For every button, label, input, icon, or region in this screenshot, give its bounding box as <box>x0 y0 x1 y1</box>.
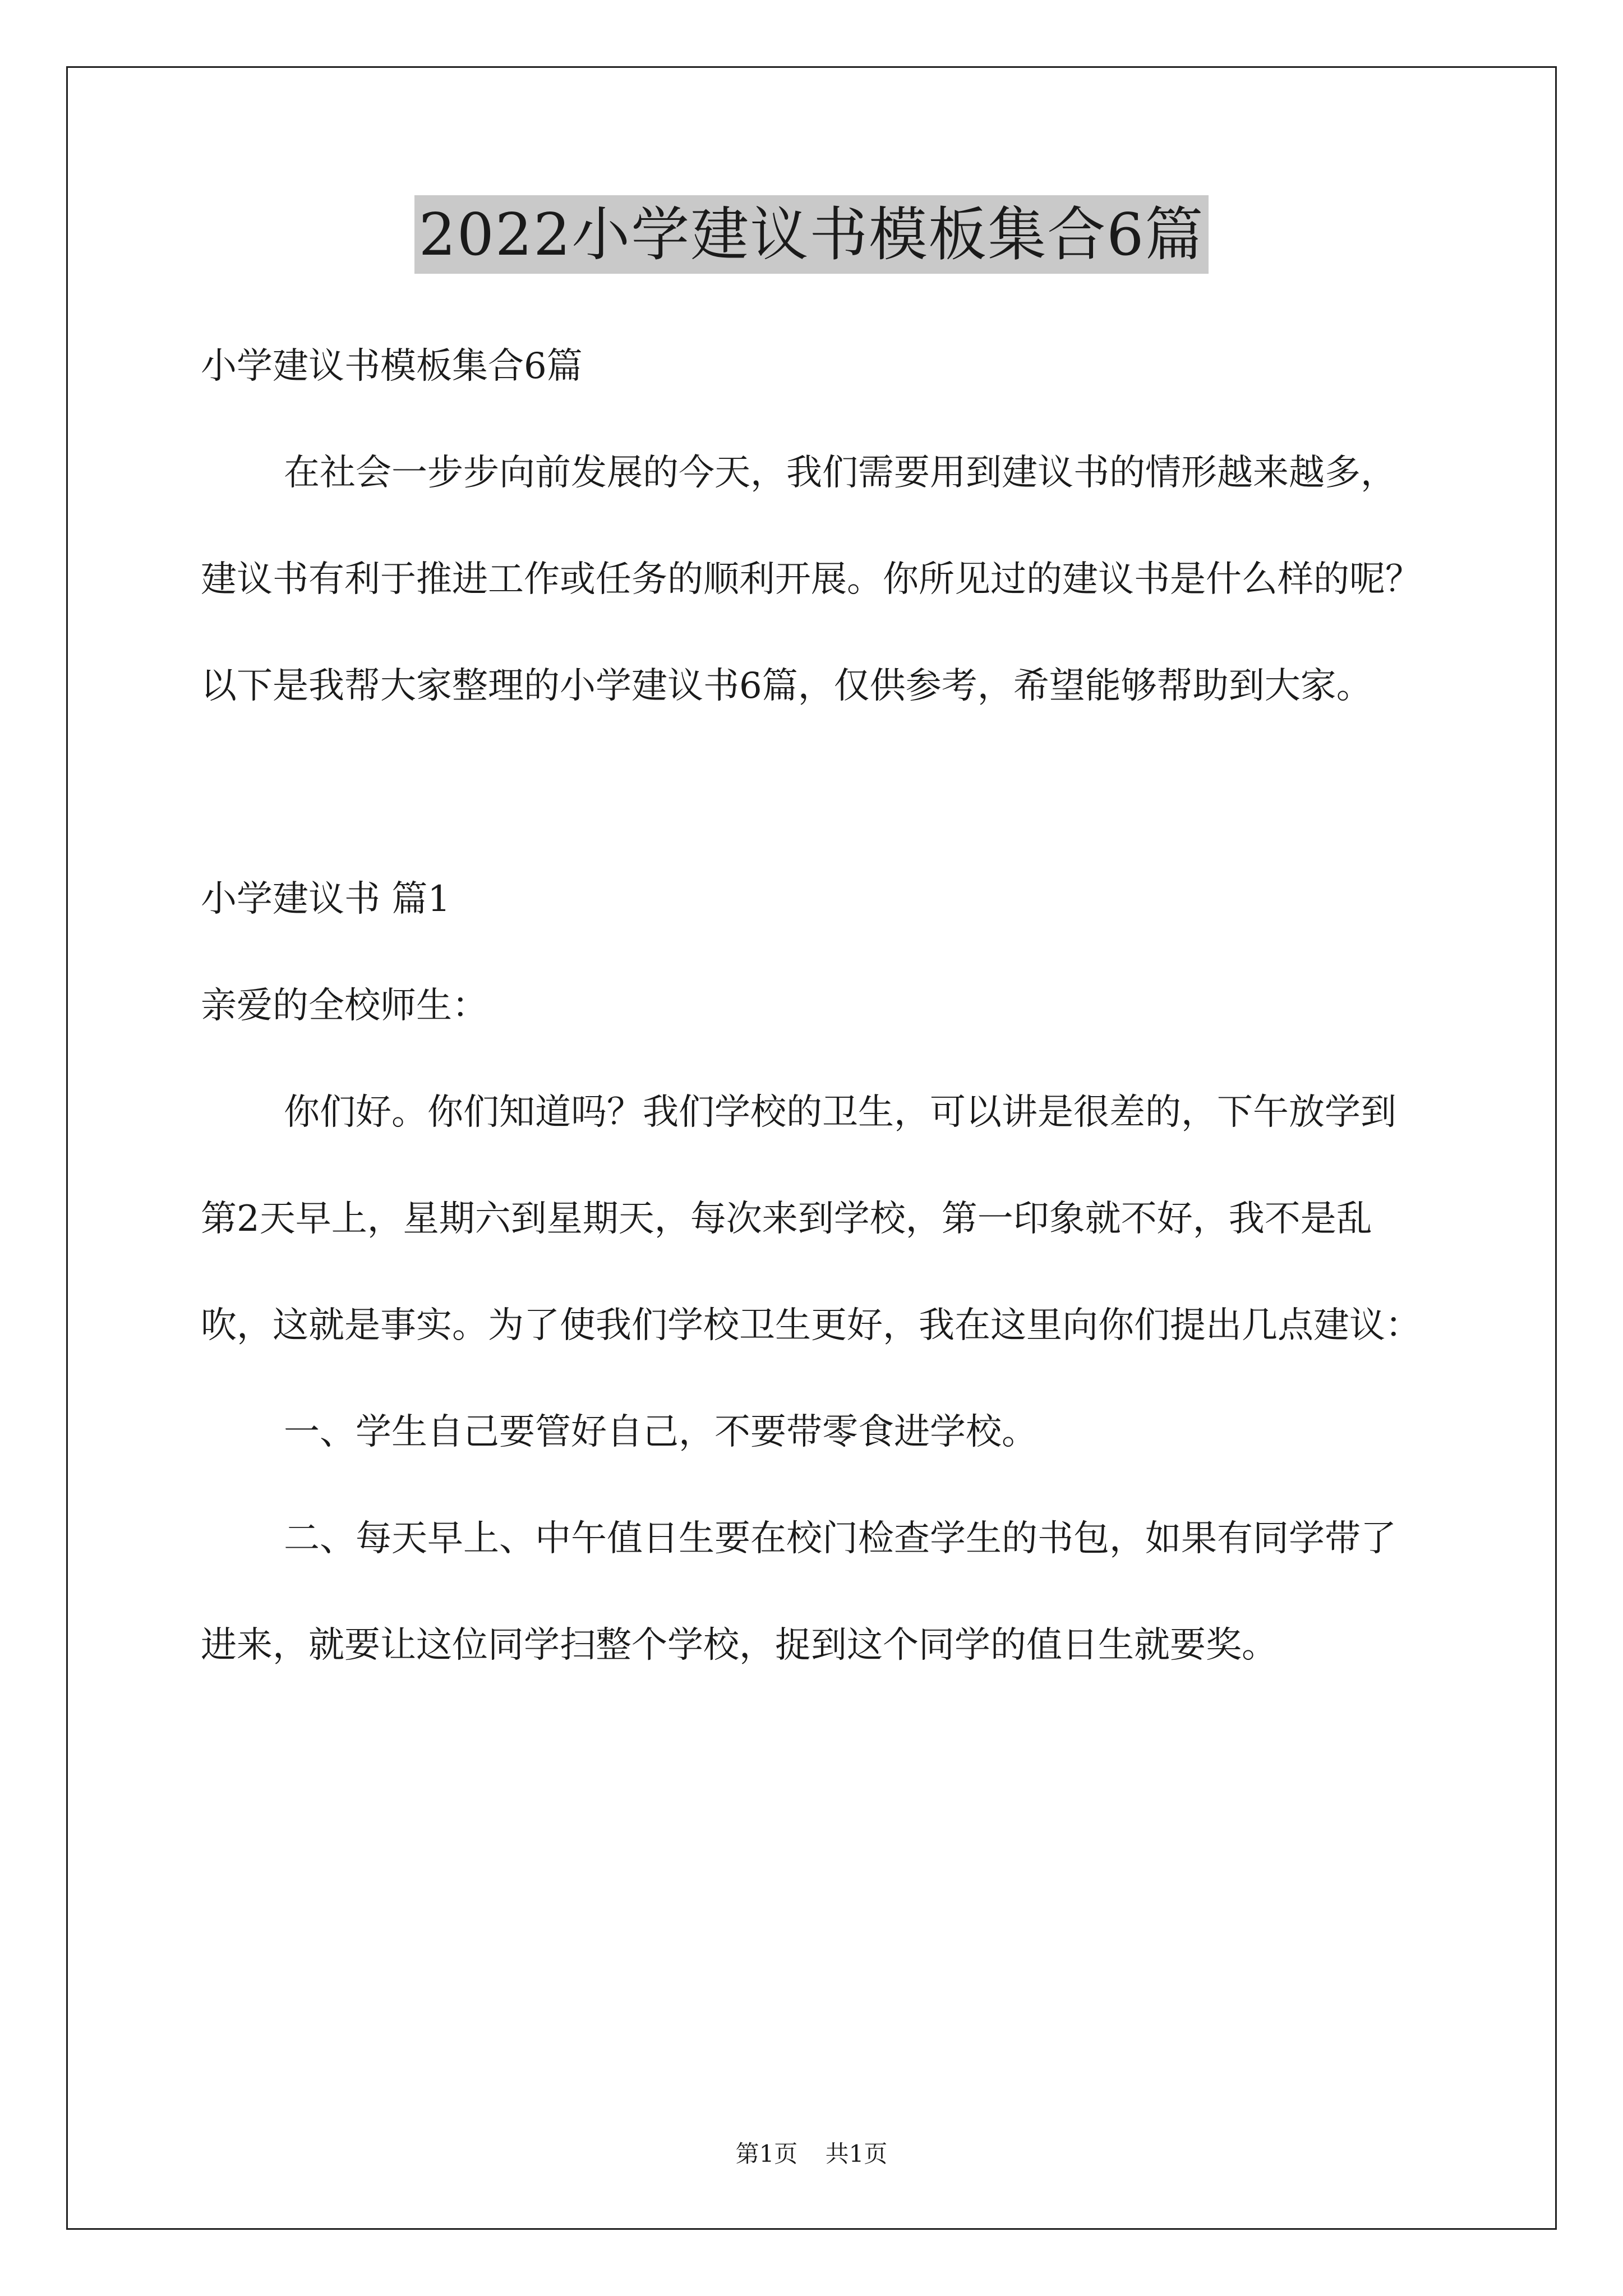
page-number: 第1页 <box>735 2140 798 2168</box>
page-footer <box>0 2137 1623 2171</box>
spacer <box>201 739 1429 846</box>
document-title: 2022小学建议书模板集合6篇 <box>414 195 1209 274</box>
body-paragraph: 一、学生自己要管好自己，不要带零食进学校。 <box>284 1411 1038 1453</box>
section-heading: 小学建议书 篇1 <box>201 878 451 920</box>
title-container <box>0 195 1623 274</box>
salutation: 亲爱的全校师生： <box>201 985 488 1027</box>
body-paragraph: 二、每天早上、中午值日生要在校门检查学生的书包，如果有同学带了进来，就要让这位同学扫整个学校，捉到这个同学的值日生就要奖。 <box>201 1518 1396 1666</box>
page-total: 共1页 <box>825 2140 888 2168</box>
document-subtitle: 小学建议书模板集合6篇 <box>201 346 583 387</box>
document-body <box>201 313 1429 1699</box>
intro-paragraph: 在社会一步步向前发展的今天，我们需要用到建议书的情形越来越多，建议书有利于推进工作或任务的顺利开展。你所见过的建议书是什么样的呢？以下是我帮大家整理的小学建议书6篇，仅供参考，希望能够帮助到大家。 <box>201 452 1421 707</box>
body-paragraph: 你们好。你们知道吗？我们学校的卫生，可以讲是很差的，下午放学到第2天早上，星期六到星期天，每次来到学校，第一印象就不好，我不是乱吹，这就是事实。为了使我们学校卫生更好，我在这里向你们提出几点建议： <box>201 1092 1421 1346</box>
